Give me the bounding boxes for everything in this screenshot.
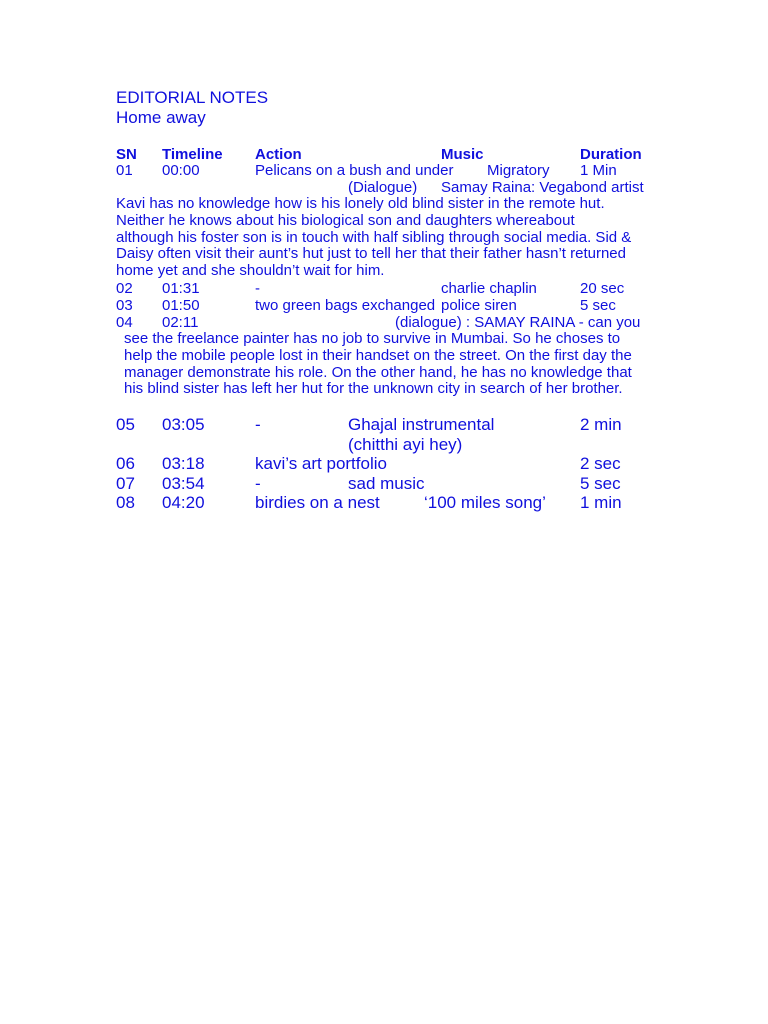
document-subheading: Home away	[116, 108, 206, 127]
col-header-duration: Duration	[580, 146, 642, 163]
note-line: manager demonstrate his role. On the other hand, he has no knowledge that	[124, 363, 632, 381]
scene-note-paragraph	[116, 196, 631, 280]
row-music: charlie chaplin	[441, 280, 537, 297]
col-header-music: Music	[441, 146, 484, 163]
row-music-secondary: (chitthi ayi hey)	[348, 435, 463, 454]
note-line: Neither he knows about his biological son and daughters whereabout	[116, 211, 575, 229]
note-line: Kavi has no knowledge how is his lonely old blind sister in the remote hut.	[116, 195, 605, 212]
row-duration: 5 sec	[580, 474, 621, 493]
row-sn: 05	[116, 415, 135, 434]
row-timeline: 03:05	[162, 415, 205, 434]
row-action: -	[255, 415, 261, 434]
row-duration: 5 sec	[580, 297, 616, 314]
row-sn: 04	[116, 314, 133, 331]
row-timeline: 03:18	[162, 454, 205, 473]
row-music: Migratory	[487, 162, 550, 179]
row-sn: 02	[116, 280, 133, 297]
note-line: Daisy often visit their aunt’s hut just to tell her that their father hasn’t returned	[116, 245, 626, 263]
row-action: -	[255, 474, 261, 493]
row-action: two green bags exchanged	[255, 297, 436, 314]
note-line: help the mobile people lost in their handset on the street. On the first day the	[124, 346, 632, 364]
row-duration: 1 min	[580, 493, 622, 512]
row-duration: 2 sec	[580, 454, 621, 473]
row-dialogue: (dialogue) : SAMAY RAINA - can you	[395, 314, 641, 331]
row-music: police siren	[441, 297, 517, 314]
row-dialogue: (Dialogue)	[348, 179, 418, 196]
row-action: -	[255, 280, 260, 297]
note-line: home yet and she shouldn’t wait for him.	[116, 262, 385, 280]
row-timeline: 04:20	[162, 493, 205, 512]
col-header-sn: SN	[116, 146, 137, 163]
note-line: see the freelance painter has no job to survive in Mumbai. So he choses to	[124, 330, 621, 347]
row-sn: 01	[116, 162, 133, 179]
row-duration: 1 Min	[580, 162, 617, 179]
row-music: ‘100 miles song’	[424, 493, 546, 512]
row-timeline: 01:31	[162, 280, 200, 297]
row-timeline: 00:00	[162, 162, 200, 179]
row-sn: 07	[116, 474, 135, 493]
row-timeline: 01:50	[162, 297, 200, 314]
document-heading: EDITORIAL NOTES	[116, 88, 269, 107]
row-duration: 20 sec	[580, 280, 625, 297]
col-header-timeline: Timeline	[162, 146, 223, 163]
row-action: birdies on a nest	[255, 493, 380, 512]
row-music: Ghajal instrumental	[348, 415, 495, 434]
col-header-action: Action	[255, 146, 302, 163]
note-line: his blind sister has left her hut for the unknown city in search of her brother.	[124, 380, 623, 398]
row-music-secondary: Samay Raina: Vegabond artist	[441, 179, 644, 196]
row-duration: 2 min	[580, 415, 622, 434]
row-action: kavi’s art portfolio	[255, 454, 387, 473]
row-timeline: 03:54	[162, 474, 205, 493]
note-line: although his foster son is in touch with half sibling through social media. Sid &	[116, 228, 632, 246]
row-music: sad music	[348, 474, 425, 493]
row-timeline: 02:11	[162, 314, 199, 331]
row-action: Pelicans on a bush and under	[255, 162, 454, 179]
scene-note-paragraph	[124, 331, 632, 398]
row-sn: 03	[116, 297, 133, 314]
row-sn: 06	[116, 454, 135, 473]
row-sn: 08	[116, 493, 135, 512]
